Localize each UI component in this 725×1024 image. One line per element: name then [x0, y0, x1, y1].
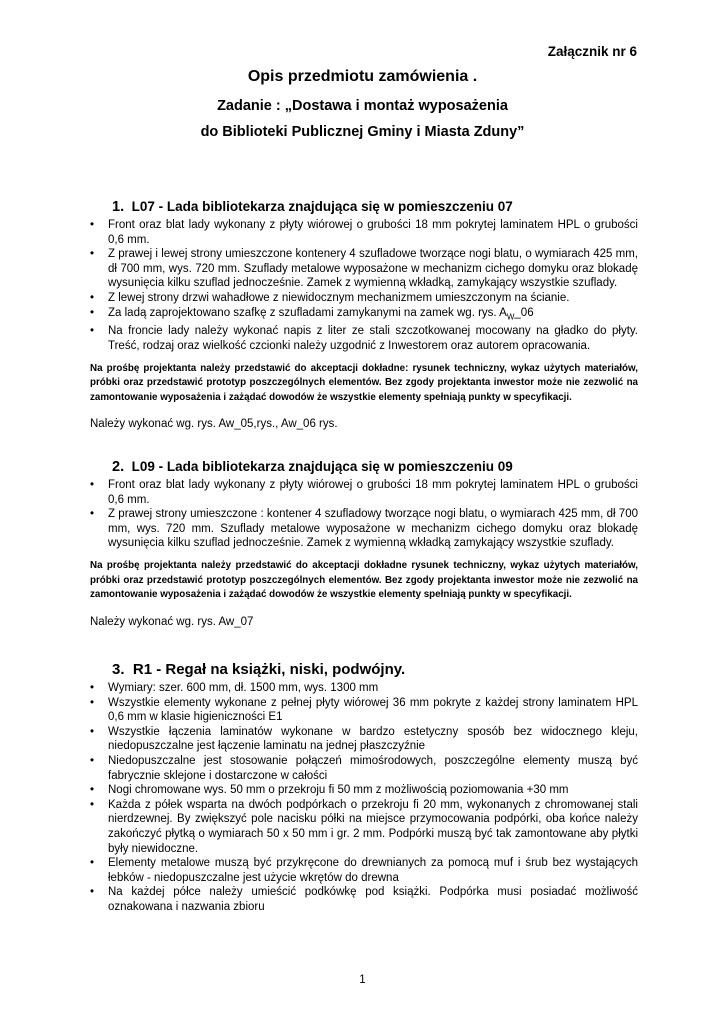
list-item	[90, 306, 638, 325]
section-3-title: R1 - Regał na książki, niski, podwójny.	[132, 661, 406, 678]
task-subtitle-line1: Zadanie : „Dostawa i montaż wyposażenia	[217, 98, 508, 114]
list-item: • Na froncie lady należy wykonać napis z liter ze stali szczotkowanej mocowany na gładko do płyty. Treść, rodzaj oraz wielkość czcionki należy uzgodnić z Inwestorem oraz autorem opracowania.	[90, 324, 638, 353]
list-item: • Z prawej strony umieszczone : kontener 4 szufladowy tworzące nogi blatu, o wymiarach 425 mm, dł 700 mm, wys. 720 mm. Szuflady metalowe wyposażone w mechanizm cichego domyku oraz blokadę wysunięcia kilku szuflad jednocześnie. Zamek z wymienną wkładką zamykający wszystkie szuflady.	[90, 507, 638, 551]
list-item-text-end: _06	[514, 306, 534, 319]
section-3	[90, 661, 638, 915]
list-item: • Z lewej strony drzwi wahadłowe z niewidocznym mechanizmem umieszczonym na ścianie.	[90, 291, 638, 306]
list-item-text: Za ladą zaprojektowano szafkę z szufladami zamykanymi na zamek wg. rys. A	[108, 306, 507, 319]
list-item: • Nogi chromowane wys. 50 mm o przekroju fi 50 mm z możliwością poziomowania +30 mm	[90, 783, 638, 798]
section-2-list	[90, 478, 638, 551]
section-2-note: Na prośbę projektanta należy przedstawić do akceptacji dokładne rysunek techniczny, wykaz użytych materiałów, próbki oraz przedstawić prototyp poszczególnych elementów. Bez zgody projektanta inwestor może nie zezwolić na zamontowanie wyposażenia i zażądać dowodów że wszystkie elementy spełniają punkty w specyfikacji.	[90, 559, 638, 601]
drawing-subscript: W	[506, 311, 515, 321]
list-item: • Na każdej półce należy umieścić podkówkę pod książki. Podpórka musi posiadać możliwość oznakowana i nazwania zbioru	[90, 885, 638, 914]
section-1-reference: Należy wykonać wg. rys. Aw_05,rys., Aw_06 rys.	[90, 418, 338, 431]
section-2-reference: Należy wykonać wg. rys. Aw_07	[90, 615, 254, 628]
list-item: • Front oraz blat lady wykonany z płyty wiórowej o grubości 18 mm pokrytej laminatem HPL o grubości 0,6 mm.	[90, 218, 638, 247]
list-item: • Z prawej i lewej strony umieszczone kontenery 4 szufladowe tworzące nogi blatu, o wymiarach 425 mm, dł 700 mm, wys. 720 mm. Szuflady metalowe wyposażone w mechanizm cichego domyku oraz blokadę wysunięcia kilku szuflad jednocześnie. Zamek z wymienną wkładką, zamykający wszystkie szuflady.	[90, 247, 638, 291]
section-1	[90, 198, 638, 432]
section-1-title: L07 - Lada bibliotekarza znajdująca się w pomieszczeniu 07	[131, 199, 513, 214]
section-3-heading	[112, 661, 638, 679]
list-item: • Wymiary: szer. 600 mm, dł. 1500 mm, wys. 1300 mm	[90, 681, 638, 696]
list-item: • Elementy metalowe muszą być przykręcone do drewnianych za pomocą muf i śrub bez wystających łebków - niedopuszczalne jest użycie wkrętów do drewna	[90, 856, 638, 885]
section-1-note: Na prośbę projektanta należy przedstawić do akceptacji dokładne: rysunek techniczny, wykaz użytych materiałów, próbki oraz przedstawić prototyp poszczególnych elementów. Bez zgody projektanta inwestor może nie zezwolić na zamontowanie wyposażenia i zażądać dowodów że wszystkie elementy spełniają punkty w specyfikacji.	[90, 362, 638, 403]
page-number: 1	[359, 974, 366, 986]
list-item: • Niedopuszczalne jest stosowanie połączeń mimośrodowych, poszczególne elementy muszą być fabrycznie sklejone i dostarczone w całości	[90, 754, 638, 783]
list-item: • Każda z półek wsparta na dwóch podpórkach o przekroju fi 20 mm, wykonanych z chromowanej stali nierdzewnej. By zwiększyć pole nacisku półki na miejsce przymocowania podpórki, oba końce należy zakończyć płytką o wymiarach 50 x 50 mm i gr. 2 mm. Podpórki muszą być tak zamontowane aby płytki były niewidoczne.	[90, 798, 638, 856]
section-3-list	[90, 681, 638, 915]
document-title: Opis przedmiotu zamówienia .	[247, 68, 478, 85]
list-item: • Wszystkie łączenia laminatów wykonane w bardzo estetyczny sposób bez widocznego kleju, niedopuszczalne jest łączenie laminatu na jednej płaszczyźnie	[90, 725, 638, 754]
section-1-number: 1.	[112, 199, 125, 215]
section-1-list	[90, 218, 638, 354]
section-2-number: 2.	[112, 459, 125, 475]
task-subtitle-line2: do Biblioteki Publicznej Gminy i Miasta Zduny”	[200, 124, 525, 140]
list-item: • Wszystkie elementy wykonane z pełnej płyty wiórowej 36 mm pokryte z każdej strony laminatem HPL 0,6 mm w klasie higieniczności E1	[90, 696, 638, 725]
list-item: • Front oraz blat lady wykonany z płyty wiórowej o grubości 18 mm pokrytej laminatem HPL o grubości 0,6 mm.	[90, 478, 638, 507]
section-2-title: L09 - Lada bibliotekarza znajdująca się w pomieszczeniu 09	[131, 459, 513, 474]
section-2-heading	[112, 458, 638, 476]
section-2	[90, 458, 638, 629]
section-3-number: 3.	[112, 661, 125, 678]
section-1-heading	[112, 198, 638, 216]
annex-label: Załącznik nr 6	[547, 44, 637, 59]
